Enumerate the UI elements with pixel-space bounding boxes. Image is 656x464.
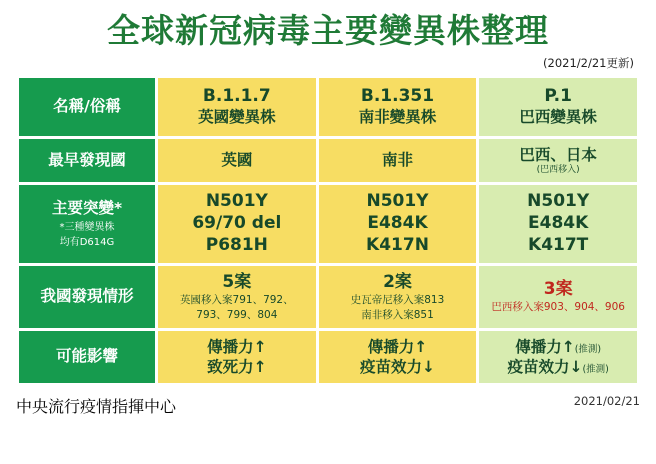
cell-impact-sa (319, 331, 477, 383)
cases-detail-uk-2: 793、799、804 (196, 308, 278, 321)
table-row-cases (19, 266, 637, 328)
mutation-br-2: E484K (528, 213, 589, 234)
table-row-origin (19, 139, 637, 183)
page-title: 全球新冠病毒主要變異株整理 (107, 11, 549, 50)
origin-uk: 英國 (221, 151, 253, 170)
footer (16, 393, 640, 416)
cell-name-uk (158, 78, 316, 136)
title-bar (0, 0, 656, 51)
variants-table (16, 75, 640, 386)
cell-impact-uk (158, 331, 316, 383)
cell-cases-sa (319, 266, 477, 328)
table-row-name (19, 78, 637, 136)
cases-detail-uk-1: 英國移入案791、792、 (180, 294, 294, 307)
cell-origin-sa (319, 139, 477, 183)
cell-mutation-uk (158, 185, 316, 262)
variant-code-br: P.1 (544, 85, 572, 106)
impact-uk-2: 致死力↑ (207, 357, 267, 376)
update-note: (2021/2/21更新) (543, 55, 634, 70)
row-label-mutation-note1: *三種變異株 (59, 221, 115, 233)
impact-sa-2: 疫苗效力↓ (359, 357, 435, 376)
cell-name-sa (319, 78, 477, 136)
footer-organization: 中央流行疫情指揮中心 (16, 396, 177, 416)
variant-name-uk: 英國變異株 (198, 108, 276, 127)
origin-br-note: (巴西移入) (536, 164, 580, 175)
row-label-origin: 最早發現國 (19, 139, 155, 183)
mutation-uk-1: N501Y (205, 191, 268, 212)
impact-sa-1: 傳播力↑ (367, 337, 428, 356)
cell-impact-br (479, 331, 637, 383)
mutation-br-3: K417T (528, 234, 589, 255)
cases-detail-br-1: 巴西移入案903、904、906 (491, 301, 625, 314)
impact-br-1: 傳播力↑ (515, 337, 575, 356)
cell-cases-uk (158, 266, 316, 328)
variant-name-sa: 南非變異株 (358, 108, 437, 127)
row-label-mutation (19, 185, 155, 262)
cell-cases-br (479, 266, 637, 328)
table-row-mutation (19, 185, 637, 262)
cases-count-br: 3案 (543, 278, 573, 299)
mutation-sa-2: E484K (367, 213, 428, 234)
row-label-mutation-text: 主要突變* (51, 199, 123, 218)
mutation-uk-2: 69/70 del (192, 213, 282, 234)
impact-uk-1: 傳播力↑ (207, 337, 267, 356)
cell-origin-br (479, 139, 637, 183)
variant-code-sa: B.1.351 (360, 85, 435, 106)
cell-origin-uk (158, 139, 316, 183)
impact-br-2: 疫苗效力↓ (507, 357, 583, 376)
row-label-name: 名稱/俗稱 (19, 78, 155, 136)
origin-sa: 南非 (381, 151, 413, 170)
origin-br: 巴西、日本 (519, 145, 597, 164)
cases-count-uk: 5案 (222, 271, 252, 292)
cases-count-sa: 2案 (383, 271, 412, 292)
impact-br-1-note: (推測) (574, 343, 602, 355)
mutation-uk-3: P681H (205, 234, 268, 255)
variant-code-uk: B.1.1.7 (202, 85, 271, 106)
row-label-mutation-note2: 均有D614G (59, 236, 115, 248)
cases-detail-sa-2: 南非移入案851 (361, 308, 434, 321)
row-label-impact: 可能影響 (19, 331, 155, 383)
table-row-impact (19, 331, 637, 383)
impact-br-2-wrap (483, 357, 633, 377)
row-label-cases: 我國發現情形 (19, 266, 155, 328)
mutation-sa-1: N501Y (366, 191, 429, 212)
mutation-br-1: N501Y (527, 191, 590, 212)
impact-br-2-note: (推測) (582, 363, 609, 375)
footer-date: 2021/02/21 (573, 393, 640, 408)
mutation-sa-3: K417N (366, 234, 429, 255)
cases-detail-sa-1: 史瓦帝尼移入案813 (350, 294, 445, 307)
cell-mutation-br (479, 185, 637, 262)
variant-name-br: 巴西變異株 (519, 108, 597, 127)
cell-name-br (479, 78, 637, 136)
impact-br-1-wrap (483, 337, 633, 357)
cell-mutation-sa (319, 185, 477, 262)
